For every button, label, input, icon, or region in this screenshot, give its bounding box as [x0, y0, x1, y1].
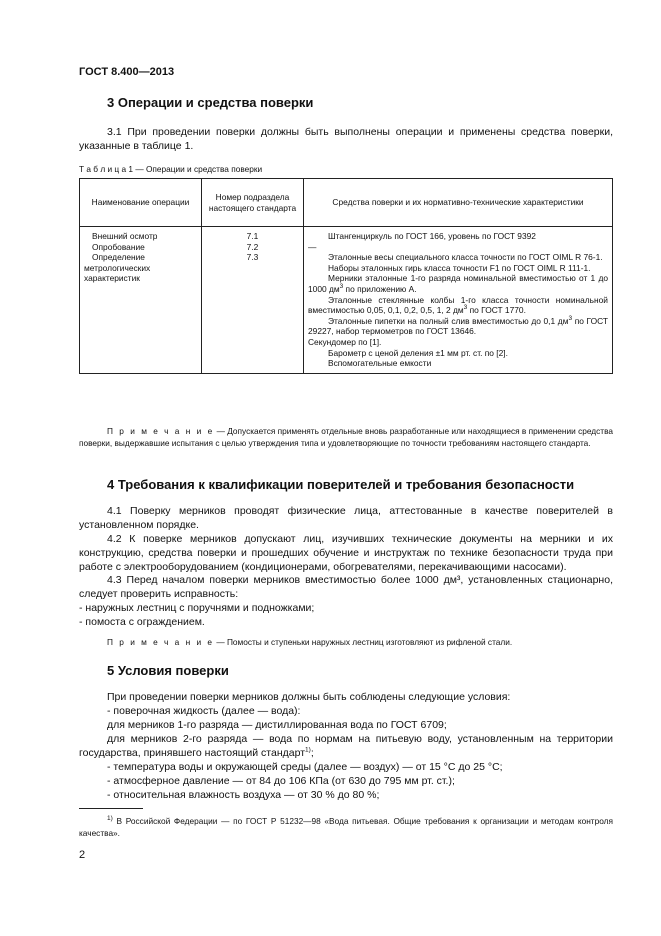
table-header-means: Средства поверки и их нормативно-технические характеристики [304, 179, 613, 227]
table-header-operation: Наименование операции [80, 179, 202, 227]
condition-line: - атмосферное давление — от 84 до 106 КПа (от 630 до 795 мм рт. ст.); [107, 775, 455, 787]
subsection-number: 7.2 [246, 241, 259, 252]
means-item: Эталонные стеклянные колбы 1-го класса точности номинальной вместимостью 0,05, 0,1, 0,2, 0,5, 1, 2 $дм^3$ по ГОСТ 1770. [308, 294, 608, 316]
condition-line: для мерников 2-го разряда — вода по нормам на питьевую воду, установленным на территории государства, принявшего настоящий стандарт$^{1)}$; [79, 733, 613, 759]
means-item: Вспомогательные емкости [328, 358, 432, 369]
note-label: П р и м е ч а н и е [107, 426, 215, 436]
footnote [79, 815, 613, 839]
section-5-title: 5 Условия поверки [107, 663, 229, 678]
section-4-title: 4 Требования к квалификации поверителей и требования безопасности [107, 477, 575, 492]
operation-item: Внешний осмотр [92, 231, 158, 241]
table-cell-numbers [202, 227, 304, 374]
document-header: ГОСТ 8.400—2013 [79, 66, 175, 78]
paragraph-3-1: 3.1 При проведении поверки должны быть выполнены операции и применены средства поверки, указанные в таблице 1. [79, 126, 613, 152]
table-cell-operations [80, 227, 202, 374]
table-1 [79, 178, 613, 374]
means-item: Барометр с ценой деления ±1 мм рт. ст. по [2]. [328, 347, 508, 358]
section-3-title: 3 Операции и средства поверки [107, 95, 314, 110]
table-caption [79, 163, 262, 175]
footnote-text: В Российской Федерации — по ГОСТ Р 51232—98 «Вода питьевая. Общие требования к организации и методам контроля качества». [79, 816, 613, 838]
paragraph-4-3: 4.3 Перед началом поверки мерников вместимостью более 1000 дм³, установленных стационарно, следует проверить исправность: [79, 574, 613, 600]
paragraph-4-1: 4.1 Поверку мерников проводят физические лица, аттестованные в качестве поверителей в установленном порядке. [79, 505, 613, 531]
means-item: Эталонные пипетки на полный слив вместимостью до 0,1 $дм^3$ по ГОСТ 29227, набор термометров по ГОСТ 13646. [308, 314, 609, 337]
means-item: Наборы эталонных гирь класса точности F1 по ГОСТ OIML R 111-1. [328, 262, 591, 273]
table-caption-text: — Операции и средства поверки [133, 164, 263, 174]
note-text: — Помосты и ступеньки наружных лестниц изготовляют из рифленой стали. [214, 637, 513, 647]
note-4 [79, 636, 613, 648]
note-text: — Допускается применять отдельные вновь разработанные или находящиеся в применении средства поверки, выдержавшие испытания с целью утверждения типа и удовлетворяющие по точности требованиям настоящего стандарта. [79, 426, 614, 448]
subsection-number: 7.1 [246, 231, 259, 241]
note-label: П р и м е ч а н и е [107, 637, 215, 647]
operation-item: Определение метрологических характеристик [84, 252, 151, 284]
means-item: Эталонные весы специального класса точности по ГОСТ OIML R 76-1. [328, 252, 603, 263]
means-item: Штангенциркуль по ГОСТ 166, уровень по ГОСТ 9392 [328, 231, 536, 241]
condition-line: - относительная влажность воздуха — от 30 % до 80 %; [107, 789, 380, 801]
paragraph-4-2: 4.2 К поверке мерников допускают лиц, изучивших технические документы на мерники и их конструкцию, средства поверки и прошедших обучение и инструктаж по технике безопасности труда при работе с электрооборудованием (кондиционерами, обогревателями, перекачивающими насосами). [79, 533, 613, 573]
list-item: - наружных лестниц с поручнями и подножками; [79, 602, 315, 614]
condition-line: При проведении поверки мерников должны быть соблюдены следующие условия: [107, 691, 511, 703]
list-item: - помоста с ограждением. [79, 616, 205, 628]
operation-item: Опробование [92, 241, 145, 252]
table-cell-means [304, 227, 613, 374]
condition-line: - температура воды и окружающей среды (далее — воздух) — от 15 °С до 25 °С; [107, 761, 503, 773]
page-number: 2 [79, 849, 86, 861]
footnote-mark: 1) [107, 815, 113, 823]
table-header-subsection: Номер подраздела настоящего стандарта [202, 179, 304, 227]
footnote-divider [79, 808, 143, 809]
table-caption-label: Т а б л и ц а 1 [79, 164, 134, 174]
means-item: Секундомер по [1]. [308, 336, 382, 347]
condition-line: - поверочная жидкость (далее — вода): [107, 705, 301, 717]
subsection-number: 7.3 [246, 252, 259, 263]
note-3 [79, 425, 613, 449]
means-item: — [308, 241, 317, 252]
means-item: Мерники эталонные 1-го разряда номинальной вместимостью от 1 до 1000 $дм^3$ по приложению А. [308, 273, 608, 294]
condition-line: для мерников 1-го разряда — дистиллированная вода по ГОСТ 6709; [107, 719, 447, 731]
